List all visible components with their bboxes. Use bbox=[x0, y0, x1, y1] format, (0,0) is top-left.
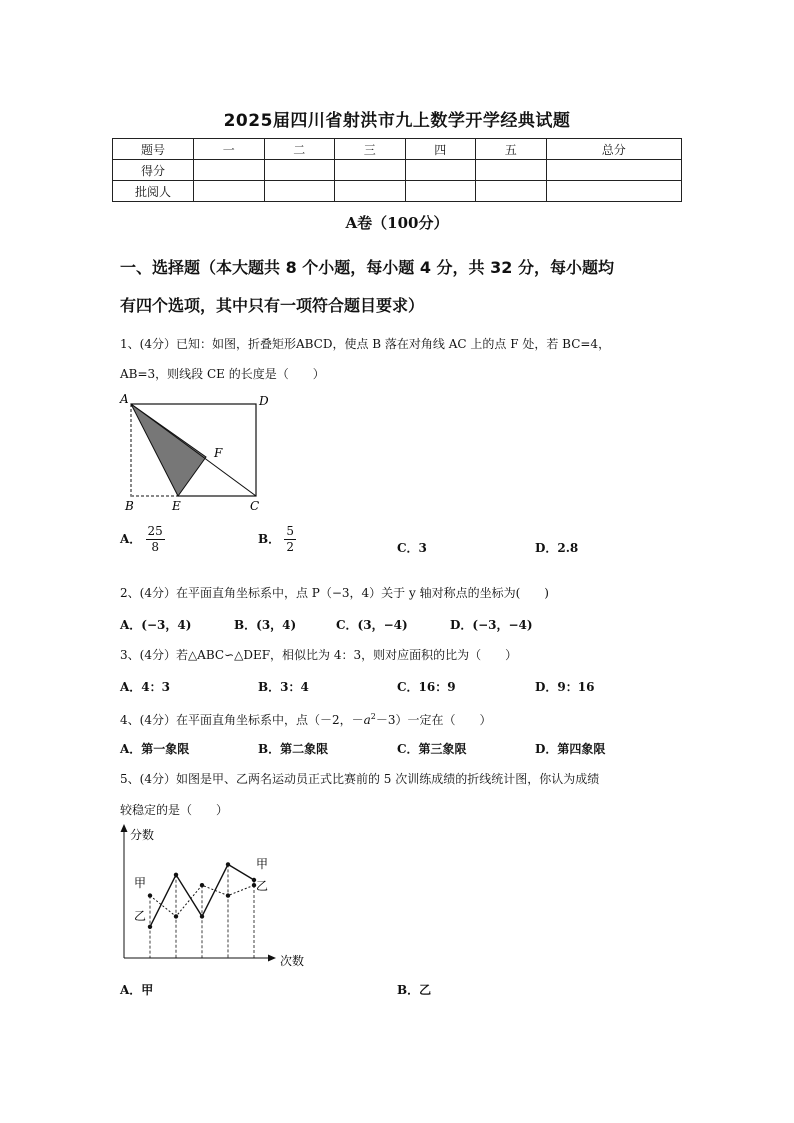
legend-yi-right: 乙 bbox=[256, 879, 269, 893]
q4-text bbox=[120, 709, 680, 728]
denominator: 8 bbox=[151, 540, 159, 554]
data-point-jia-2 bbox=[174, 873, 178, 877]
fraction-25-8 bbox=[146, 524, 165, 555]
fraction-5-2 bbox=[284, 524, 296, 555]
q2-text: 2、(4分）在平面直角坐标系中，点 P（−3，4）关于 y 轴对称点的坐标为( ) bbox=[120, 586, 549, 600]
section-a-heading: A卷（100分） bbox=[345, 214, 449, 232]
numerator: 5 bbox=[286, 524, 294, 538]
score-cell[interactable] bbox=[194, 160, 265, 181]
q2-option-d[interactable]: D．(−3，−4) bbox=[450, 618, 533, 632]
folded-triangle-aef bbox=[131, 404, 206, 496]
score-cell[interactable] bbox=[264, 160, 335, 181]
q5-text-line2: 较稳定的是（ ） bbox=[120, 803, 229, 817]
reviewer-cell[interactable] bbox=[546, 181, 682, 202]
score-cell[interactable] bbox=[405, 160, 476, 181]
header-cell: 五 bbox=[476, 139, 547, 160]
q3-option-a[interactable]: A．4：3 bbox=[120, 680, 171, 694]
option-prefix: B． bbox=[258, 532, 281, 546]
data-point-yi-3 bbox=[200, 883, 204, 887]
reviewer-cell[interactable] bbox=[476, 181, 547, 202]
data-point-jia-4 bbox=[226, 862, 230, 866]
vertical-guides bbox=[150, 864, 254, 958]
data-point-yi-2 bbox=[174, 914, 178, 918]
data-point-yi-4 bbox=[226, 893, 230, 897]
q1-option-c[interactable]: C．3 bbox=[397, 541, 427, 555]
label-c: C bbox=[250, 499, 260, 513]
label-e: E bbox=[172, 499, 181, 513]
q4-variable-a: a bbox=[363, 713, 371, 727]
x-axis-arrow bbox=[268, 955, 276, 962]
data-point-jia-3 bbox=[200, 914, 204, 918]
numerator: 25 bbox=[147, 524, 163, 538]
q1-option-a[interactable] bbox=[120, 524, 165, 555]
data-point-jia-1 bbox=[148, 925, 152, 929]
label-a: A bbox=[120, 392, 129, 406]
option-prefix: A． bbox=[120, 532, 142, 546]
header-cell: 三 bbox=[335, 139, 406, 160]
legend-jia-left: 甲 bbox=[134, 876, 147, 890]
q5-text-line1: 5、(4分）如图是甲、乙两名运动员正式比赛前的 5 次训练成绩的折线统计图，你认为成绩 bbox=[120, 772, 600, 786]
row-label: 得分 bbox=[113, 160, 194, 181]
q5-option-b[interactable]: B．乙 bbox=[397, 983, 432, 997]
q4-text-pre: 4、(4分）在平面直角坐标系中，点（－2，－ bbox=[120, 713, 364, 727]
q2-option-a[interactable]: A．(−3，4) bbox=[120, 618, 192, 632]
q1-text-line1: 1、(4分）已知：如图，折叠矩形ABCD，使点 B 落在对角线 AC 上的点 F 处，若 BC=4， bbox=[120, 337, 611, 351]
legend-yi-left: 乙 bbox=[134, 909, 147, 923]
score-table bbox=[112, 138, 682, 202]
score-cell[interactable] bbox=[476, 160, 547, 181]
label-d: D bbox=[259, 394, 269, 408]
q4-option-d[interactable]: D．第四象限 bbox=[535, 742, 606, 756]
y-axis-label: 分数 bbox=[130, 828, 155, 842]
legend-jia-right: 甲 bbox=[256, 857, 269, 871]
header-cell: 四 bbox=[405, 139, 476, 160]
q4-exponent: 2 bbox=[370, 712, 376, 721]
section1-heading-line2: 有四个选项，其中只有一项符合题目要求） bbox=[120, 296, 425, 315]
score-cell[interactable] bbox=[335, 160, 406, 181]
header-cell: 一 bbox=[194, 139, 265, 160]
q4-option-a[interactable]: A．第一象限 bbox=[120, 742, 190, 756]
score-cell[interactable] bbox=[546, 160, 682, 181]
row-label: 批阅人 bbox=[113, 181, 194, 202]
q5-line-chart bbox=[118, 822, 318, 970]
q4-option-c[interactable]: C．第三象限 bbox=[397, 742, 467, 756]
section1-heading-line1: 一、选择题（本大题共 8 个小题，每小题 4 分，共 32 分，每小题均 bbox=[120, 258, 614, 277]
denominator: 2 bbox=[286, 540, 294, 554]
q4-text-post: －3）一定在（ ） bbox=[375, 713, 492, 727]
x-axis-label: 次数 bbox=[280, 954, 305, 968]
q3-text: 3、(4分）若△ABC∽△DEF，相似比为 4：3，则对应面积的比为（ ） bbox=[120, 648, 518, 662]
reviewer-cell[interactable] bbox=[194, 181, 265, 202]
q2-option-b[interactable]: B．(3，4) bbox=[234, 618, 297, 632]
q1-option-d[interactable]: D．2.8 bbox=[535, 541, 579, 555]
label-f: F bbox=[214, 446, 223, 460]
header-cell: 二 bbox=[264, 139, 335, 160]
reviewer-cell[interactable] bbox=[405, 181, 476, 202]
q1-option-b[interactable] bbox=[258, 524, 296, 555]
header-cell: 题号 bbox=[113, 139, 194, 160]
q2-option-c[interactable]: C．(3，−4) bbox=[336, 618, 408, 632]
reviewer-row bbox=[113, 181, 682, 202]
exam-title: 2025届四川省射洪市九上数学开学经典试题 bbox=[223, 111, 571, 131]
q4-option-b[interactable]: B．第二象限 bbox=[258, 742, 329, 756]
q1-text-line2: AB=3，则线段 CE 的长度是（ ） bbox=[120, 367, 325, 381]
q5-option-a[interactable]: A．甲 bbox=[120, 983, 154, 997]
diagonal-ac bbox=[131, 404, 256, 496]
y-axis-arrow bbox=[121, 824, 128, 832]
data-point-yi-1 bbox=[148, 893, 152, 897]
score-table-header-row bbox=[113, 139, 682, 160]
q3-option-b[interactable]: B．3：4 bbox=[258, 680, 309, 694]
q3-option-c[interactable]: C．16：9 bbox=[397, 680, 456, 694]
q3-option-d[interactable]: D．9：16 bbox=[535, 680, 595, 694]
reviewer-cell[interactable] bbox=[264, 181, 335, 202]
score-row bbox=[113, 160, 682, 181]
label-b: B bbox=[125, 499, 134, 513]
q1-geometry-figure bbox=[118, 390, 278, 515]
header-cell: 总分 bbox=[546, 139, 682, 160]
reviewer-cell[interactable] bbox=[335, 181, 406, 202]
